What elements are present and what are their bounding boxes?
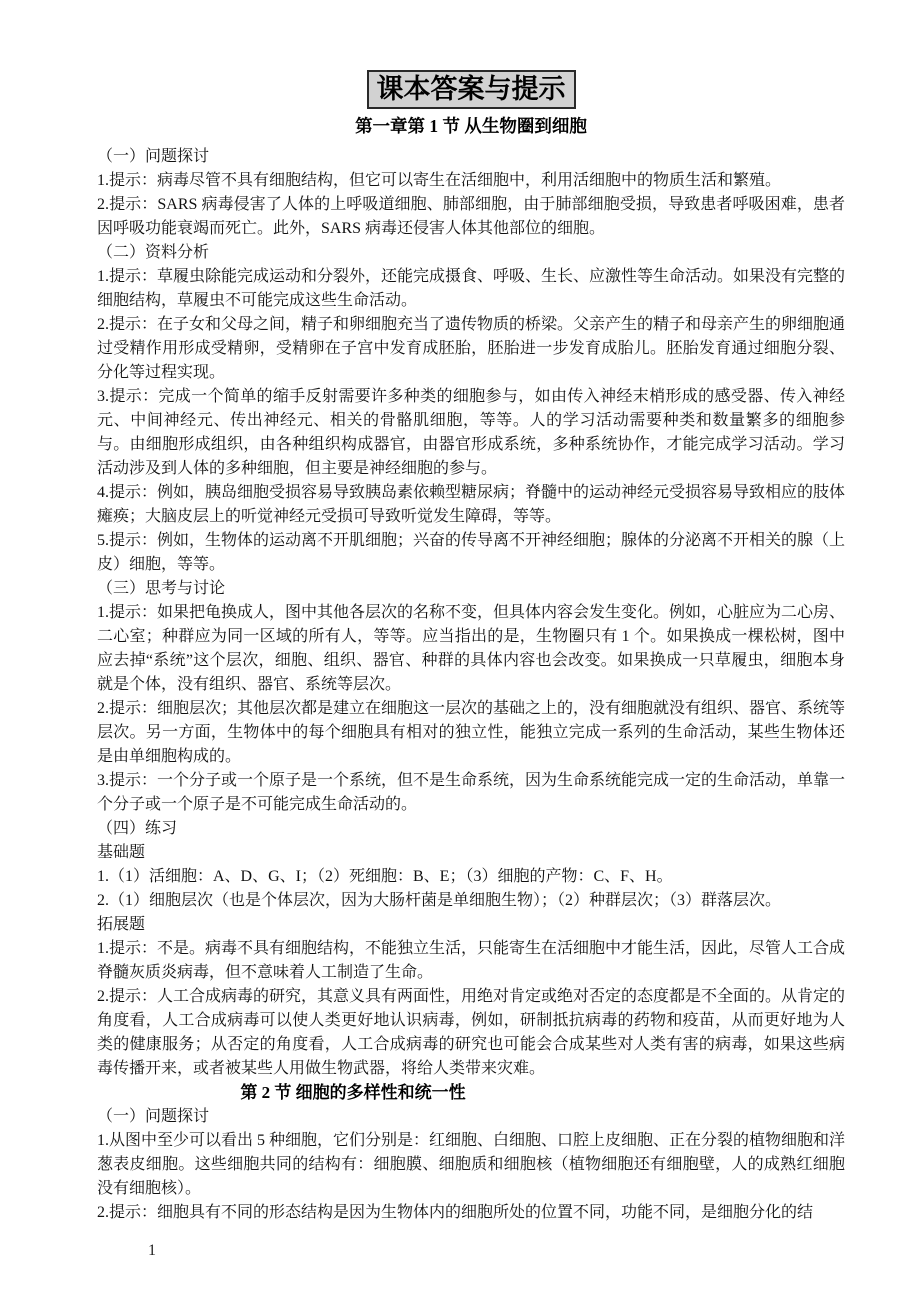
- paragraph: 2.提示：SARS 病毒侵害了人体的上呼吸道细胞、肺部细胞，由于肺部细胞受损，导致患者呼吸困难，患者因呼吸功能衰竭而死亡。此外，SARS 病毒还侵害人体其他部位的细胞。: [97, 196, 845, 237]
- document-blocks: [97, 113, 845, 1225]
- section-label: （一）问题探讨: [97, 148, 210, 165]
- document-title: 课本答案与提示: [367, 70, 576, 109]
- paragraph: 2.提示：人工合成病毒的研究，其意义具有两面性，用绝对肯定或绝对否定的态度都是不全面的。从肯定的角度看，人工合成病毒可以使人类更好地认识病毒，例如，研制抵抗病毒的药物和疫苗，从而更好地为人类的健康服务；从否定的角度看，人工合成病毒的研究也可能会合成某些对人类有害的病毒，如果这些病毒传播开来，或者被某些人用做生物武器，将给人类带来灾难。: [97, 988, 846, 1077]
- paragraph: 2.提示：细胞具有不同的形态结构是因为生物体内的细胞所处的位置不同，功能不同，是细胞分化的结: [97, 1204, 814, 1221]
- paragraph: 2.提示：细胞层次；其他层次都是建立在细胞这一层次的基础之上的，没有细胞就没有组织、器官、系统等层次。另一方面，生物体中的每个细胞具有相对的独立性，能独立完成一系列的生命活动，某些生物体还是由单细胞构成的。: [97, 700, 846, 765]
- paragraph: 基础题: [97, 844, 146, 861]
- page-number: 1: [148, 1242, 156, 1259]
- section-heading: 第 2 节 细胞的多样性和统一性: [240, 1083, 466, 1102]
- paragraph: 1.提示：如果把龟换成人，图中其他各层次的名称不变，但具体内容会发生变化。例如，心脏应为二心房、二心室；种群应为同一区域的所有人，等等。应当指出的是，生物圈只有 1 个。如果换成一棵松树，图中应去掉“系统”这个层次，细胞、组织、器官、种群的具体内容也会改变。如果换成一只草履虫，细胞本身就是个体，没有组织、器官、系统等层次。: [97, 604, 846, 693]
- chapter-heading: 第一章第 1 节 从生物圈到细胞: [355, 116, 587, 136]
- paragraph: 4.提示：例如，胰岛细胞受损容易导致胰岛素依赖型糖尿病；脊髓中的运动神经元受损容易导致相应的肢体瘫痪；大脑皮层上的听觉神经元受损可导致听觉发生障碍，等等。: [97, 484, 846, 525]
- section-label: （四）练习: [97, 820, 178, 837]
- paragraph: 3.提示：完成一个简单的缩手反射需要许多种类的细胞参与，如由传入神经末梢形成的感受器、传入神经元、中间神经元、传出神经元、相关的骨骼肌细胞，等等。人的学习活动需要种类和数量繁多的细胞参与。由细胞形成组织，由各种组织构成器官，由器官形成系统，多种系统协作，才能完成学习活动。学习活动涉及到人体的多种细胞，但主要是神经细胞的参与。: [97, 388, 845, 477]
- paragraph: 2.提示：在子女和父母之间，精子和卵细胞充当了遗传物质的桥梁。父亲产生的精子和母亲产生的卵细胞通过受精作用形成受精卵，受精卵在子宫中发育成胚胎，胚胎进一步发育成胎儿。胚胎发育通过细胞分裂、分化等过程实现。: [97, 316, 846, 381]
- paragraph: 拓展题: [97, 916, 146, 933]
- paragraph: 1.提示：病毒尽管不具有细胞结构，但它可以寄生在活细胞中，利用活细胞中的物质生活和繁殖。: [97, 172, 782, 189]
- document-content: [97, 70, 845, 1225]
- document-title-row: [97, 70, 845, 109]
- paragraph: 2.（1）细胞层次（也是个体层次，因为大肠杆菌是单细胞生物）；（2）种群层次；（3）群落层次。: [97, 892, 782, 909]
- paragraph: 1.从图中至少可以看出 5 种细胞，它们分别是：红细胞、白细胞、口腔上皮细胞、正在分裂的植物细胞和洋葱表皮细胞。这些细胞共同的结构有：细胞膜、细胞质和细胞核（植物细胞还有细胞壁，人的成熟红细胞没有细胞核）。: [97, 1132, 846, 1197]
- paragraph: 5.提示：例如，生物体的运动离不开肌细胞；兴奋的传导离不开神经细胞；腺体的分泌离不开相关的腺（上皮）细胞，等等。: [97, 532, 846, 573]
- paragraph: 3.提示：一个分子或一个原子是一个系统，但不是生命系统，因为生命系统能完成一定的生命活动，单靠一个分子或一个原子是不可能完成生命活动的。: [97, 772, 846, 813]
- section-label: （二）资料分析: [97, 244, 210, 261]
- paragraph: 1.提示：草履虫除能完成运动和分裂外，还能完成摄食、呼吸、生长、应激性等生命活动。如果没有完整的细胞结构，草履虫不可能完成这些生命活动。: [97, 268, 846, 309]
- section-label: （三）思考与讨论: [97, 580, 226, 597]
- paragraph: 1.（1）活细胞：A、D、G、I；（2）死细胞：B、E；（3）细胞的产物：C、F、H。: [97, 868, 673, 885]
- paragraph: 1.提示：不是。病毒不具有细胞结构，不能独立生活，只能寄生在活细胞中才能生活，因此，尽管人工合成脊髓灰质炎病毒，但不意味着人工制造了生命。: [97, 940, 846, 981]
- section-label: （一）问题探讨: [97, 1108, 210, 1125]
